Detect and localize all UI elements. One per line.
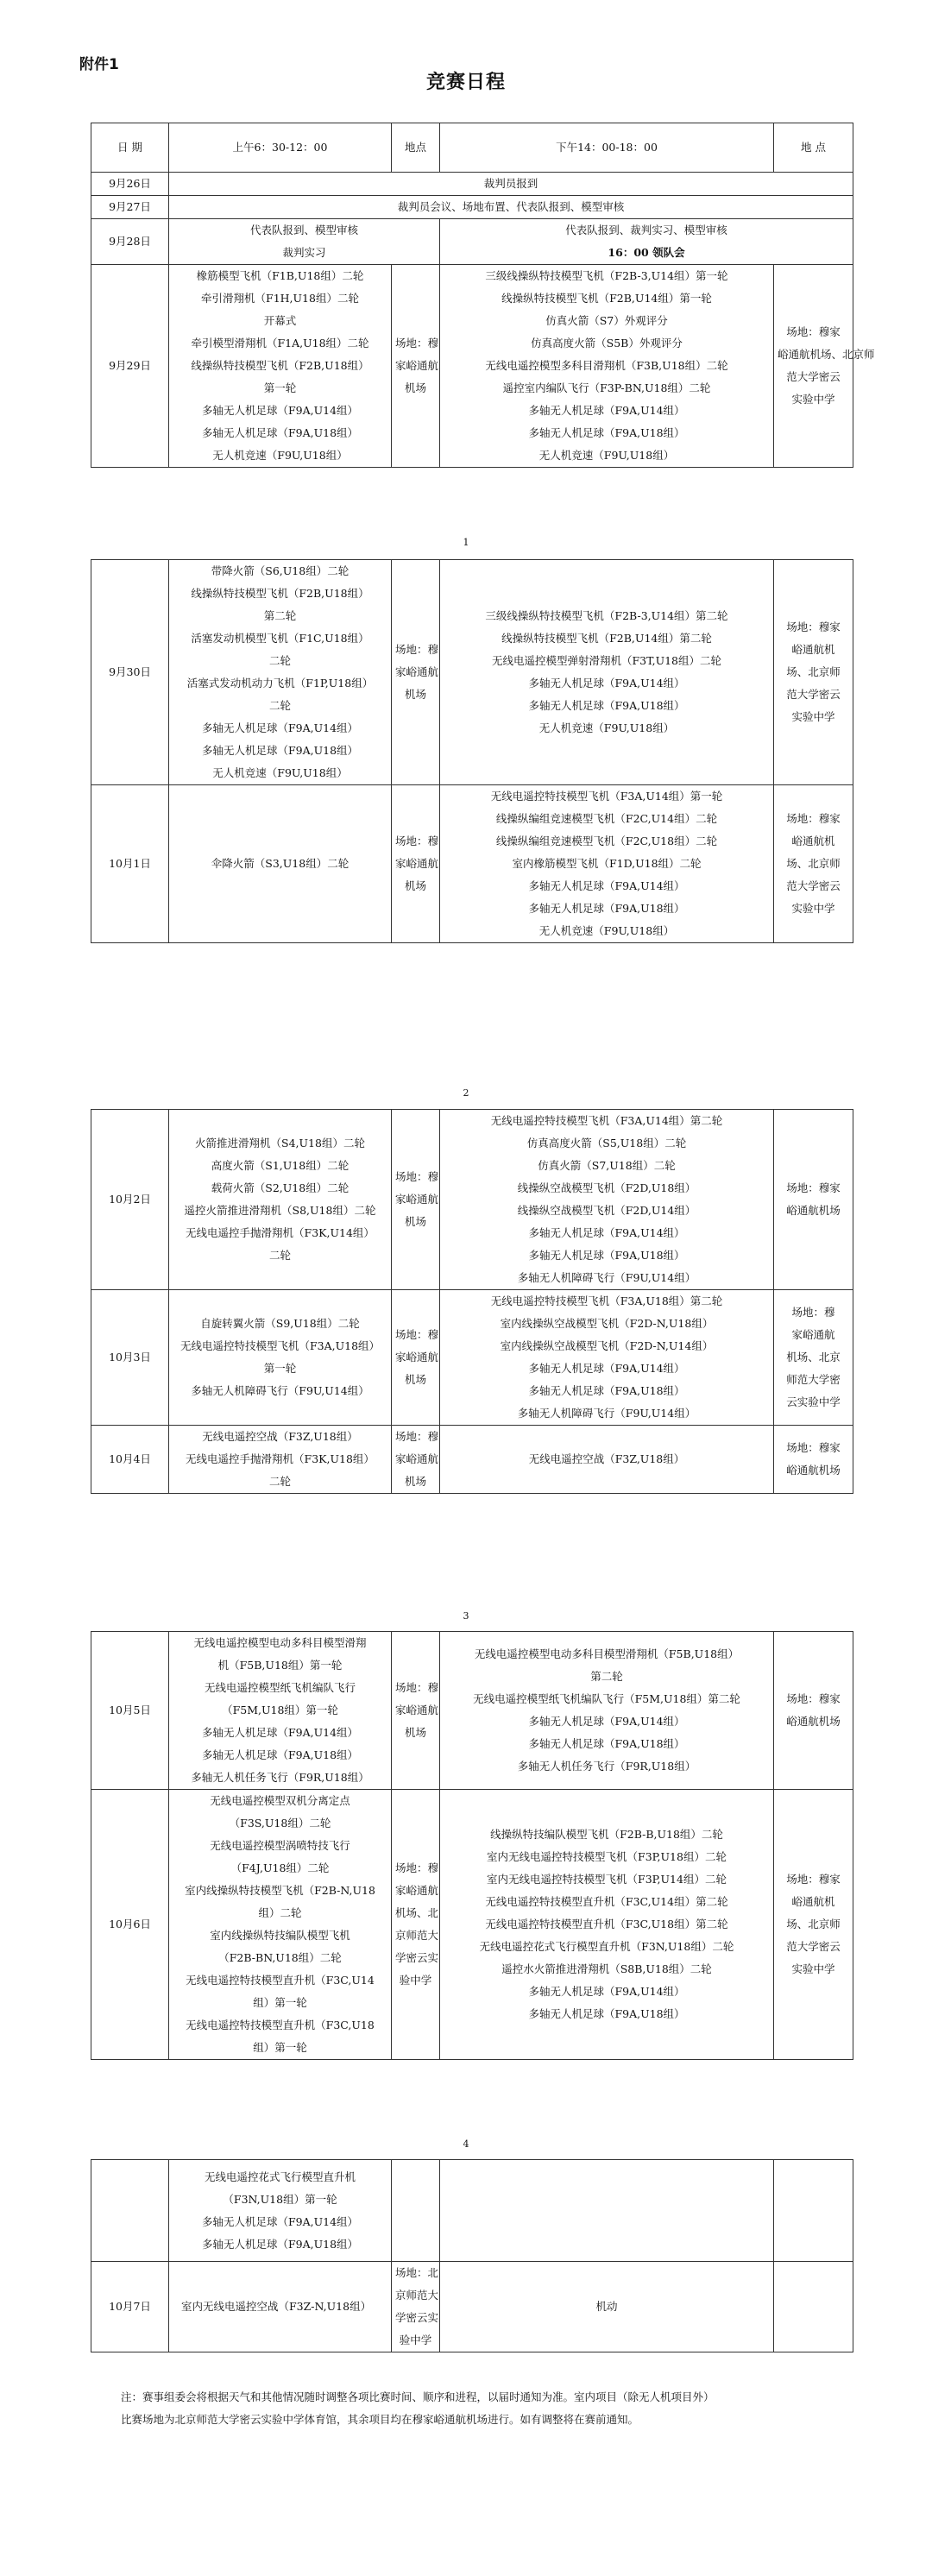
afternoon-cell	[440, 265, 774, 468]
venue-cell	[392, 785, 440, 943]
venue-line: 场地：穆家	[786, 325, 841, 338]
venue-line: 家峪通航	[395, 1704, 439, 1716]
venue-line: 实验中学	[791, 902, 835, 915]
event-line: 多轴无人机足球（F9A,U14组）	[201, 404, 359, 417]
event-line: 多轴无人机足球（F9A,U18组）	[528, 902, 685, 915]
event-line: 无人机竞速（F9U,U18组）	[212, 766, 348, 779]
event-line: 多轴无人机足球（F9A,U14组）	[201, 2214, 359, 2228]
event-line: （F2B-BN,U18组）二轮	[218, 1951, 342, 1964]
event-line: 多轴无人机足球（F9A,U14组）	[528, 404, 685, 417]
venue-line: 机场	[404, 688, 426, 701]
morning-cell	[169, 785, 392, 943]
event-line: 室内线操纵空战模型飞机（F2D-N,U18组）	[500, 1317, 714, 1330]
event-line: 室内橡筋模型飞机（F1D,U18组）二轮	[512, 857, 702, 870]
page-number: 2	[463, 1087, 469, 1099]
morning-cell	[169, 1290, 392, 1426]
event-line: 多轴无人机障碍飞行（F9U,U14组）	[517, 1271, 696, 1284]
event-line: 多轴无人机足球（F9A,U14组）	[528, 1362, 685, 1375]
header-morning: 上午6：30-12：00	[169, 123, 392, 173]
page-title: 竞赛日程	[425, 71, 506, 93]
venue-line: 峪通航机	[791, 643, 835, 656]
venue-line: 场地：穆	[395, 1430, 439, 1443]
event-line: 三级线操纵特技模型飞机（F2B-3,U14组）第二轮	[485, 609, 728, 622]
event-line: 线操纵特技模型飞机（F2B,U14组）第二轮	[501, 632, 712, 645]
venue-line: 场地：穆家	[786, 1181, 841, 1194]
event-line: 无线电遥控模型涡喷特技飞行	[210, 1839, 350, 1852]
morning-cell	[169, 265, 392, 468]
event-line: 机动	[595, 2300, 618, 2313]
event-line: 无线电遥控空战（F3Z,U18组）	[528, 1452, 685, 1465]
venue-line: 峪通航机	[791, 835, 835, 847]
event-line: 室内线操纵特技编队模型飞机	[210, 1929, 350, 1942]
venue-line: 学密云实	[395, 2311, 439, 2324]
date-cell: 10月6日	[91, 1790, 169, 2060]
venue-line: 峪通航机场	[786, 1715, 841, 1728]
venue-line: 场、北京师	[786, 1918, 841, 1930]
event-line: 无人机竞速（F9U,U18组）	[212, 449, 348, 462]
venue-cell	[392, 1632, 440, 1790]
venue-line: 峪通航机场	[786, 1204, 841, 1217]
page-number: 4	[463, 2138, 469, 2150]
venue-line: 峪通航机	[791, 1895, 835, 1908]
venue-cell	[774, 1110, 853, 1290]
venue-line: 场地：穆	[395, 643, 439, 656]
date-cell: 10月4日	[91, 1426, 169, 1494]
event-line: 无线电遥控模型纸飞机编队飞行	[204, 1681, 356, 1694]
event-line: 带降火箭（S6,U18组）二轮	[211, 564, 350, 577]
morning-cell	[169, 560, 392, 785]
venue-line: 场地：穆家	[786, 1873, 841, 1886]
venue-line: 家峪通航	[791, 1328, 835, 1341]
venue-cell	[392, 1290, 440, 1426]
morning-cell	[169, 219, 440, 265]
event-line: 多轴无人机足球（F9A,U14组）	[528, 1715, 685, 1728]
table-row	[91, 1110, 853, 1290]
venue-line: 机场	[404, 381, 426, 394]
event-line: 多轴无人机足球（F9A,U14组）	[528, 677, 685, 690]
event-line: 多轴无人机足球（F9A,U18组）	[201, 426, 359, 439]
morning-cell	[169, 1632, 392, 1790]
header-venue-1: 地点	[392, 123, 440, 173]
morning-cell	[169, 1110, 392, 1290]
venue-line: 场地：穆	[395, 1328, 439, 1341]
date-cell: 9月29日	[91, 265, 169, 468]
venue-line: 家峪通航	[395, 665, 439, 678]
venue-cell	[774, 1790, 853, 2060]
date-cell: 10月5日	[91, 1632, 169, 1790]
venue-line: 学密云实	[395, 1951, 439, 1964]
venue-line: 范大学密云	[786, 1940, 841, 1953]
venue-cell	[774, 1290, 853, 1426]
event-line: 高度火箭（S1,U18组）二轮	[211, 1159, 350, 1172]
event-line: 牵引模型滑翔机（F1A,U18组）二轮	[191, 337, 369, 350]
header-venue-2: 地 点	[774, 123, 853, 173]
event-line: 机（F5B,U18组）第一轮	[217, 1659, 343, 1672]
venue-line: 家峪通航	[395, 1452, 439, 1465]
event-line: 无线电遥控空战（F3Z,U18组）	[202, 1430, 358, 1443]
table-row	[91, 560, 853, 785]
event-line: 遥控室内编队飞行（F3P-BN,U18组）二轮	[502, 381, 711, 394]
event-line: 线操纵编组竞速模型飞机（F2C,U18组）二轮	[495, 835, 718, 847]
span-cell: 裁判员报到	[169, 173, 853, 196]
event-line: 三级线操纵特技模型飞机（F2B-3,U14组）第一轮	[485, 269, 728, 282]
event-line: 无人机竞速（F9U,U18组）	[538, 721, 675, 734]
header-date: 日 期	[91, 123, 169, 173]
table-row	[91, 1790, 853, 2060]
morning-cell	[169, 1790, 392, 2060]
event-line: 无线电遥控模型纸飞机编队飞行（F5M,U18组）第二轮	[473, 1692, 740, 1705]
event-line: （F4J,U18组）二轮	[230, 1861, 330, 1874]
header-afternoon: 下午14：00-18：00	[440, 123, 774, 173]
afternoon-cell	[440, 785, 774, 943]
event-line: 无线电遥控特技模型飞机（F3A,U14组）第二轮	[490, 1114, 723, 1127]
event-line: （F5M,U18组）第一轮	[222, 1704, 338, 1716]
event-line: 裁判实习	[282, 246, 326, 259]
event-line: 室内线操纵特技模型飞机（F2B-N,U18	[185, 1884, 375, 1897]
morning-cell	[169, 2160, 392, 2262]
event-line: 多轴无人机足球（F9A,U14组）	[201, 721, 359, 734]
venue-cell	[392, 560, 440, 785]
morning-cell	[169, 2262, 392, 2352]
venue-cell	[392, 2160, 440, 2262]
page-number: 3	[463, 1610, 469, 1622]
event-line: 无线电遥控特技模型直升机（F3C,U14	[186, 1974, 375, 1987]
event-line: 线操纵特技模型飞机（F2B,U18组）	[191, 359, 369, 372]
event-line: 多轴无人机足球（F9A,U14组）	[528, 879, 685, 892]
venue-line: 范大学密云	[786, 370, 841, 383]
event-line: 多轴无人机足球（F9A,U14组）	[528, 1985, 685, 1998]
event-line: 多轴无人机足球（F9A,U18组）	[528, 699, 685, 712]
event-line: 无线电遥控花式飞行模型直升机（F3N,U18组）二轮	[479, 1940, 734, 1953]
schedule-table-3	[91, 1109, 853, 1494]
event-line: 线操纵特技编队模型飞机（F2B-B,U18组）二轮	[490, 1828, 723, 1841]
date-cell: 9月28日	[91, 219, 169, 265]
table-row	[91, 219, 853, 265]
event-line: 线操纵特技模型飞机（F2B,U14组）第一轮	[501, 292, 712, 305]
event-line: 牵引滑翔机（F1H,U18组）二轮	[201, 292, 359, 305]
event-line: 线操纵编组竞速模型飞机（F2C,U14组）二轮	[495, 812, 718, 825]
event-line: 多轴无人机障碍飞行（F9U,U14组）	[517, 1407, 696, 1420]
venue-line: 实验中学	[791, 1962, 835, 1975]
afternoon-cell	[440, 1290, 774, 1426]
venue-line: 师范大学密	[786, 1373, 841, 1386]
event-line: 多轴无人机足球（F9A,U18组）	[528, 1384, 685, 1397]
date-cell: 10月2日	[91, 1110, 169, 1290]
table-row	[91, 196, 853, 219]
event-line: 仿真高度火箭（S5B）外观评分	[531, 337, 683, 350]
event-line: 仿真高度火箭（S5,U18组）二轮	[526, 1137, 687, 1149]
table-row	[91, 1426, 853, 1494]
afternoon-cell	[440, 1110, 774, 1290]
event-line: （F3N,U18组）第一轮	[223, 2192, 337, 2206]
event-line: 第一轮	[263, 381, 297, 394]
venue-line: 场、北京师	[786, 857, 841, 870]
venue-line: 场地：穆	[395, 1170, 439, 1183]
event-line: 代表队报到、模型审核	[249, 224, 358, 236]
event-line: 多轴无人机任务飞行（F9R,U18组）	[517, 1760, 696, 1773]
header-row	[91, 123, 853, 173]
venue-line: 验中学	[399, 1974, 432, 1987]
event-line: 无线电遥控手抛滑翔机（F3K,U18组）	[186, 1452, 375, 1465]
venue-cell	[774, 1632, 853, 1790]
table-row	[91, 1290, 853, 1426]
venue-line: 场地：穆	[791, 1306, 835, 1319]
event-line: 遥控水火箭推进滑翔机（S8B,U18组）二轮	[501, 1962, 712, 1975]
event-line: 无线电遥控花式飞行模型直升机	[204, 2170, 356, 2183]
event-line: 载荷火箭（S2,U18组）二轮	[211, 1181, 350, 1194]
venue-line: 验中学	[399, 2334, 432, 2346]
footnote-line: 比赛场地为北京师范大学密云实验中学体育馆，其余项目均在穆家峪通航机场进行。如有调整将在赛前通知。	[121, 2413, 639, 2426]
event-line: 多轴无人机足球（F9A,U14组）	[201, 1726, 359, 1739]
table-row	[91, 173, 853, 196]
event-line: 开幕式	[263, 314, 297, 327]
event-line: 室内无线电遥控空战（F3Z-N,U18组）	[181, 2300, 372, 2313]
event-line: 无线电遥控特技模型飞机（F3A,U14组）第一轮	[490, 790, 723, 803]
venue-cell	[392, 265, 440, 468]
venue-line: 范大学密云	[786, 688, 841, 701]
venue-line: 机场	[404, 1215, 426, 1228]
event-line: 二轮	[268, 1475, 291, 1488]
event-line: 无线电遥控模型多科目滑翔机（F3B,U18组）二轮	[485, 359, 728, 372]
venue-cell	[774, 560, 853, 785]
event-line: 多轴无人机障碍飞行（F9U,U14组）	[191, 1384, 369, 1397]
venue-line: 机场、北	[395, 1906, 439, 1919]
venue-cell	[774, 2160, 853, 2262]
event-line: 多轴无人机足球（F9A,U18组）	[201, 744, 359, 757]
venue-line: 场、北京师	[786, 665, 841, 678]
event-line: 多轴无人机足球（F9A,U18组）	[528, 1737, 685, 1750]
afternoon-cell	[440, 1790, 774, 2060]
event-line: 第二轮	[263, 609, 297, 622]
event-line: 无人机竞速（F9U,U18组）	[538, 449, 675, 462]
event-line: 遥控火箭推进滑翔机（S8,U18组）二轮	[184, 1204, 376, 1217]
venue-line: 家峪通航	[395, 1351, 439, 1364]
venue-cell	[774, 2262, 853, 2352]
venue-cell	[774, 1426, 853, 1494]
table-row	[91, 265, 853, 468]
event-line: 仿真火箭（S7,U18组）二轮	[538, 1159, 676, 1172]
afternoon-cell	[440, 560, 774, 785]
venue-line: 机场	[404, 1373, 426, 1386]
venue-line: 机场、北京	[786, 1351, 841, 1364]
event-line: 多轴无人机足球（F9A,U18组）	[201, 2237, 359, 2251]
event-line: 线操纵空战模型飞机（F2D,U18组）	[517, 1181, 696, 1194]
date-cell: 9月30日	[91, 560, 169, 785]
venue-cell	[392, 1110, 440, 1290]
event-line: 多轴无人机足球（F9A,U18组）	[528, 1249, 685, 1262]
event-line: 二轮	[268, 699, 291, 712]
venue-line: 家峪通航	[395, 857, 439, 870]
date-cell: 10月7日	[91, 2262, 169, 2352]
event-line: 无线电遥控模型电动多科目模型滑翔	[193, 1636, 367, 1649]
event-line: 自旋转翼火箭（S9,U18组）二轮	[200, 1317, 360, 1330]
event-line: 第一轮	[263, 1362, 297, 1375]
venue-line: 场地：穆	[395, 1681, 439, 1694]
venue-line: 京师范大	[395, 2289, 439, 2302]
venue-line: 机场	[404, 1475, 426, 1488]
event-line: 多轴无人机足球（F9A,U18组）	[201, 1748, 359, 1761]
venue-line: 家峪通航	[395, 1884, 439, 1897]
event-line: 二轮	[268, 654, 291, 667]
date-cell	[91, 2160, 169, 2262]
event-line: 多轴无人机足球（F9A,U18组）	[528, 2007, 685, 2020]
event-line: 无线电遥控手抛滑翔机（F3K,U14组）	[186, 1226, 375, 1239]
event-line: 多轴无人机足球（F9A,U14组）	[528, 1226, 685, 1239]
event-line: 活塞发动机模型飞机（F1C,U18组）	[191, 632, 369, 645]
venue-cell	[774, 265, 875, 468]
venue-line: 机场	[404, 1726, 426, 1739]
schedule-table-5	[91, 2159, 853, 2352]
afternoon-cell	[440, 1426, 774, 1494]
schedule-table-1	[91, 123, 875, 468]
event-line: 无线电遥控特技模型直升机（F3C,U14组）第二轮	[485, 1895, 728, 1908]
venue-cell	[774, 785, 853, 943]
venue-line: 范大学密云	[786, 879, 841, 892]
event-line: 室内线操纵空战模型飞机（F2D-N,U14组）	[500, 1339, 714, 1352]
afternoon-cell	[440, 219, 853, 265]
footnote	[121, 2386, 859, 2431]
event-line: 线操纵特技模型飞机（F2B,U18组）	[191, 587, 369, 600]
span-cell: 裁判员会议、场地布置、代表队报到、模型审核	[169, 196, 853, 219]
event-line: 多轴无人机足球（F9A,U18组）	[528, 426, 685, 439]
event-line: 橡筋模型飞机（F1B,U18组）二轮	[196, 269, 364, 282]
event-line: 无人机竞速（F9U,U18组）	[538, 924, 675, 937]
event-line: 组）第一轮	[253, 2041, 307, 2054]
venue-line: 实验中学	[791, 710, 835, 723]
schedule-table-4	[91, 1631, 853, 2060]
afternoon-cell	[440, 2262, 774, 2352]
event-line: 第二轮	[590, 1670, 623, 1683]
afternoon-cell	[440, 1632, 774, 1790]
venue-line: 家峪通航	[395, 359, 439, 372]
table-row	[91, 2160, 853, 2262]
venue-line: 场地：穆家	[786, 1441, 841, 1454]
event-line: 无线电遥控模型电动多科目模型滑翔机（F5B,U18组）	[474, 1647, 740, 1660]
event-line: 无线电遥控特技模型直升机（F3C,U18	[186, 2019, 375, 2031]
event-line: 二轮	[268, 1249, 291, 1262]
event-line: 火箭推进滑翔机（S4,U18组）二轮	[195, 1137, 365, 1149]
venue-line: 峪通航机场、北京师	[778, 348, 875, 361]
venue-line: 场地：穆	[395, 835, 439, 847]
venue-line: 场地：穆	[395, 1861, 439, 1874]
venue-cell	[392, 1790, 440, 2060]
event-line: 无线电遥控特技模型飞机（F3A,U18组）	[179, 1339, 381, 1352]
venue-line: 家峪通航	[395, 1193, 439, 1206]
venue-cell	[392, 2262, 440, 2352]
date-cell: 9月27日	[91, 196, 169, 219]
event-line: 活塞式发动机动力飞机（F1P,U18组）	[186, 677, 374, 690]
event-line: 组）二轮	[258, 1906, 302, 1919]
schedule-table-2	[91, 559, 853, 943]
date-cell: 10月3日	[91, 1290, 169, 1426]
table-row	[91, 1632, 853, 1790]
afternoon-cell	[440, 2160, 774, 2262]
event-line: 室内无线电遥控特技模型飞机（F3P,U14组）二轮	[487, 1873, 727, 1886]
morning-cell	[169, 1426, 392, 1494]
venue-line: 场地：穆	[395, 337, 439, 350]
venue-line: 云实验中学	[786, 1395, 841, 1408]
event-line: 无线电遥控特技模型飞机（F3A,U18组）第二轮	[490, 1294, 723, 1307]
event-line: 室内无线电遥控特技模型飞机（F3P,U18组）二轮	[487, 1850, 727, 1863]
event-line: 16：00 领队会	[608, 246, 685, 259]
page-number: 1	[463, 537, 469, 548]
event-line: 伞降火箭（S3,U18组）二轮	[211, 857, 350, 870]
venue-line: 峪通航机场	[786, 1464, 841, 1477]
table-row	[91, 785, 853, 943]
event-line: 无线电遥控模型双机分离定点	[210, 1794, 350, 1807]
event-line: 仿真火箭（S7）外观评分	[545, 314, 668, 327]
table-row	[91, 2262, 853, 2352]
venue-line: 场地：穆家	[786, 812, 841, 825]
venue-line: 场地：穆家	[786, 620, 841, 633]
event-line: 线操纵空战模型飞机（F2D,U14组）	[517, 1204, 696, 1217]
venue-line: 机场	[404, 879, 426, 892]
event-line: 无线电遥控模型弹射滑翔机（F3T,U18组）二轮	[491, 654, 722, 667]
venue-line: 京师范大	[395, 1929, 439, 1942]
venue-line: 实验中学	[791, 393, 835, 406]
venue-cell	[392, 1426, 440, 1494]
venue-line: 场地：穆家	[786, 1692, 841, 1705]
date-cell: 9月26日	[91, 173, 169, 196]
event-line: 无线电遥控特技模型直升机（F3C,U18组）第二轮	[485, 1918, 728, 1930]
attachment-label: 附件1	[79, 56, 119, 73]
venue-line: 场地：北	[395, 2266, 439, 2279]
event-line: 组）第一轮	[253, 1996, 307, 2009]
event-line: 代表队报到、裁判实习、模型审核	[565, 224, 727, 236]
event-line: （F3S,U18组）二轮	[229, 1817, 331, 1830]
footnote-line: 注：赛事组委会将根据天气和其他情况随时调整各项比赛时间、顺序和进程，以届时通知为准。室内项目（除无人机项目外）	[121, 2390, 715, 2403]
event-line: 多轴无人机任务飞行（F9R,U18组）	[191, 1771, 369, 1784]
date-cell: 10月1日	[91, 785, 169, 943]
